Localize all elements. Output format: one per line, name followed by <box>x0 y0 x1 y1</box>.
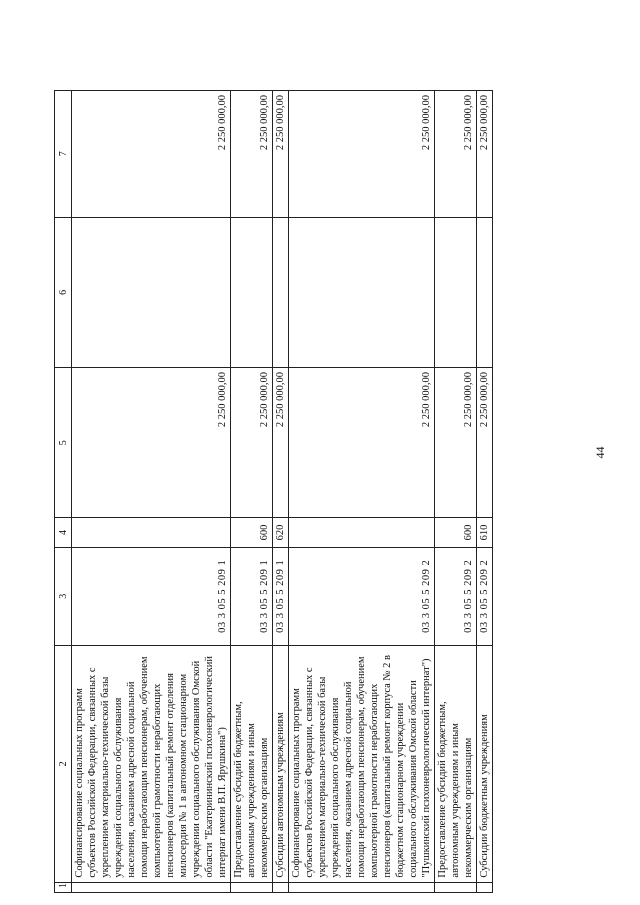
page-number: 44 <box>593 446 607 459</box>
row-expense-type: 600 <box>231 518 273 547</box>
row-description: Предоставление субсидий бюджетным, автономным учреждениям и иным некоммерческим организациям <box>231 646 273 883</box>
table-header <box>55 91 72 893</box>
row-index-cell <box>72 882 231 892</box>
row-code: 03 3 05 5 209 2 <box>289 547 435 646</box>
row-amount-col7: 2 250 000,00 <box>477 91 493 218</box>
header-row <box>55 91 72 893</box>
header-col-2: 2 <box>55 646 72 883</box>
row-description: Софинансирование социальных программ субъектов Российской Федерации, связанных с укреплением материально-технической базы учреждений социального обслуживания населения, оказанием адресной социальной помощи неработающим пенсионерам, обучением компьютерной грамотности неработающих пенсионеров (капитальный ремонт отделения милосердия № 1 в автономном стационарном учреждении социального обслуживания Омской области "Екатерининский психоневрологический интернат имени В.П. Ярушкина") <box>72 646 231 883</box>
row-amount-col6 <box>289 217 435 367</box>
table-row <box>477 91 493 893</box>
header-col-4: 4 <box>55 518 72 547</box>
row-index-cell <box>477 882 493 892</box>
row-amount-col6 <box>435 217 477 367</box>
header-col-3: 3 <box>55 547 72 646</box>
row-code: 03 3 05 5 209 1 <box>273 547 289 646</box>
row-amount-col5: 2 250 000,00 <box>72 368 231 518</box>
row-amount-col5: 2 250 000,00 <box>273 368 289 518</box>
row-index-cell <box>435 882 477 892</box>
row-amount-col7: 2 250 000,00 <box>72 91 231 218</box>
header-col-6: 6 <box>55 217 72 367</box>
header-col-5: 5 <box>55 368 72 518</box>
table-row <box>273 91 289 893</box>
row-code: 03 3 05 5 209 1 <box>72 547 231 646</box>
row-index-cell <box>273 882 289 892</box>
row-description: Предоставление субсидий бюджетным, автономным учреждениям и иным некоммерческим организациям <box>435 646 477 883</box>
row-expense-type <box>289 518 435 547</box>
row-expense-type: 600 <box>435 518 477 547</box>
row-description: Субсидии бюджетным учреждениям <box>477 646 493 883</box>
row-code: 03 3 05 5 209 2 <box>435 547 477 646</box>
row-amount-col6 <box>231 217 273 367</box>
row-amount-col7: 2 250 000,00 <box>289 91 435 218</box>
row-expense-type <box>72 518 231 547</box>
row-expense-type: 610 <box>477 518 493 547</box>
row-index-cell <box>289 882 435 892</box>
header-col-1: 1 <box>55 882 72 892</box>
table-row <box>231 91 273 893</box>
row-amount-col7: 2 250 000,00 <box>231 91 273 218</box>
row-amount-col6 <box>72 217 231 367</box>
row-amount-col5: 2 250 000,00 <box>289 368 435 518</box>
table-row <box>435 91 477 893</box>
row-expense-type: 620 <box>273 518 289 547</box>
row-amount-col5: 2 250 000,00 <box>435 368 477 518</box>
row-code: 03 3 05 5 209 1 <box>231 547 273 646</box>
table-row <box>289 91 435 893</box>
row-description: Субсидии автономным учреждениям <box>273 646 289 883</box>
row-code: 03 3 05 5 209 2 <box>477 547 493 646</box>
row-amount-col7: 2 250 000,00 <box>435 91 477 218</box>
row-amount-col6 <box>477 217 493 367</box>
header-col-7: 7 <box>55 91 72 218</box>
row-description: Софинансирование социальных программ субъектов Российской Федерации, связанных с укреплением материально-технической базы учреждений социального обслуживания населения, оказанием адресной социальной помощи неработающим пенсионерам, обучением компьютерной грамотности неработающих пенсионеров (капитальный ремонт корпуса № 2 в бюджетном стационарном учреждении социального обслуживания Омской области "Пушкинский психоневрологический интернат") <box>289 646 435 883</box>
row-amount-col5: 2 250 000,00 <box>231 368 273 518</box>
row-index-cell <box>231 882 273 892</box>
table-row <box>72 91 231 893</box>
budget-table <box>54 90 493 893</box>
table-body <box>72 91 493 893</box>
row-amount-col5: 2 250 000,00 <box>477 368 493 518</box>
row-amount-col7: 2 250 000,00 <box>273 91 289 218</box>
row-amount-col6 <box>273 217 289 367</box>
